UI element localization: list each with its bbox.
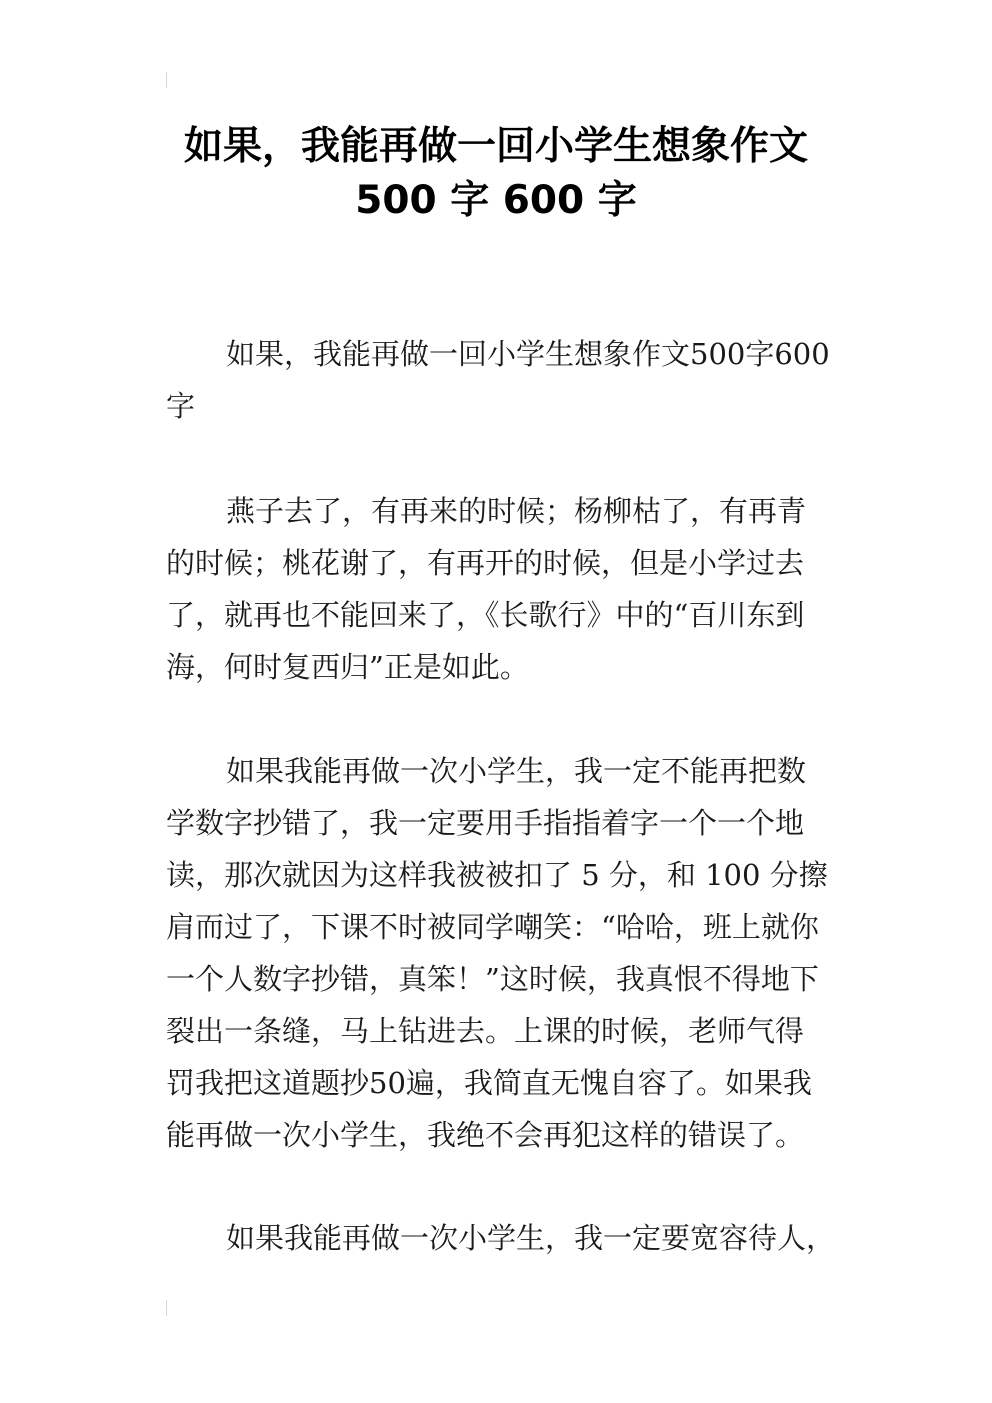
paragraph-2: [166, 485, 830, 693]
document-title-line-1: 如果，我能再做一回小学生想象作文: [183, 124, 808, 169]
paragraph-line: 如果，我能再做一回小学生想象作文500字600: [226, 337, 830, 371]
paragraph-3: [166, 745, 830, 1161]
paragraph-line: 学数字抄错了，我一定要用手指指着字一个一个地: [166, 806, 805, 840]
page-corner-mark-top: [166, 72, 167, 88]
paragraph-1: [166, 328, 830, 432]
paragraph-line: 如果我能再做一次小学生，我一定不能再把数: [226, 754, 807, 788]
page-corner-mark-bottom: [166, 1300, 167, 1316]
paragraph-line: 燕子去了，有再来的时候；杨柳枯了，有再青: [226, 494, 807, 528]
paragraph-line: 的时候；桃花谢了，有再开的时候，但是小学过去: [166, 546, 805, 580]
paragraph-line: 肩而过了，下课不时被同学嘲笑：“哈哈，班上就你: [166, 910, 819, 944]
paragraph-line: 一个人数字抄错，真笨！”这时候，我真恨不得地下: [166, 962, 819, 996]
paragraph-line: 如果我能再做一次小学生，我一定要宽容待人，: [226, 1221, 836, 1255]
paragraph-line: 能再做一次小学生，我绝不会再犯这样的错误了。: [166, 1118, 805, 1152]
paragraph-4: [166, 1212, 836, 1264]
document-title-line-2: 500 字 600 字: [355, 178, 637, 223]
paragraph-line: 罚我把这道题抄50遍，我简直无愧自容了。如果我: [166, 1066, 812, 1100]
paragraph-line: 海，何时复西归”正是如此。: [166, 650, 529, 684]
paragraph-line: 了，就再也不能回来了，《长歌行》中的“百川东到: [166, 598, 805, 632]
paragraph-line: 裂出一条缝，马上钻进去。上课的时候，老师气得: [166, 1014, 805, 1048]
paragraph-line: 字: [166, 389, 196, 423]
paragraph-line: 读，那次就因为这样我被被扣了 5 分，和 100 分擦: [166, 858, 828, 892]
